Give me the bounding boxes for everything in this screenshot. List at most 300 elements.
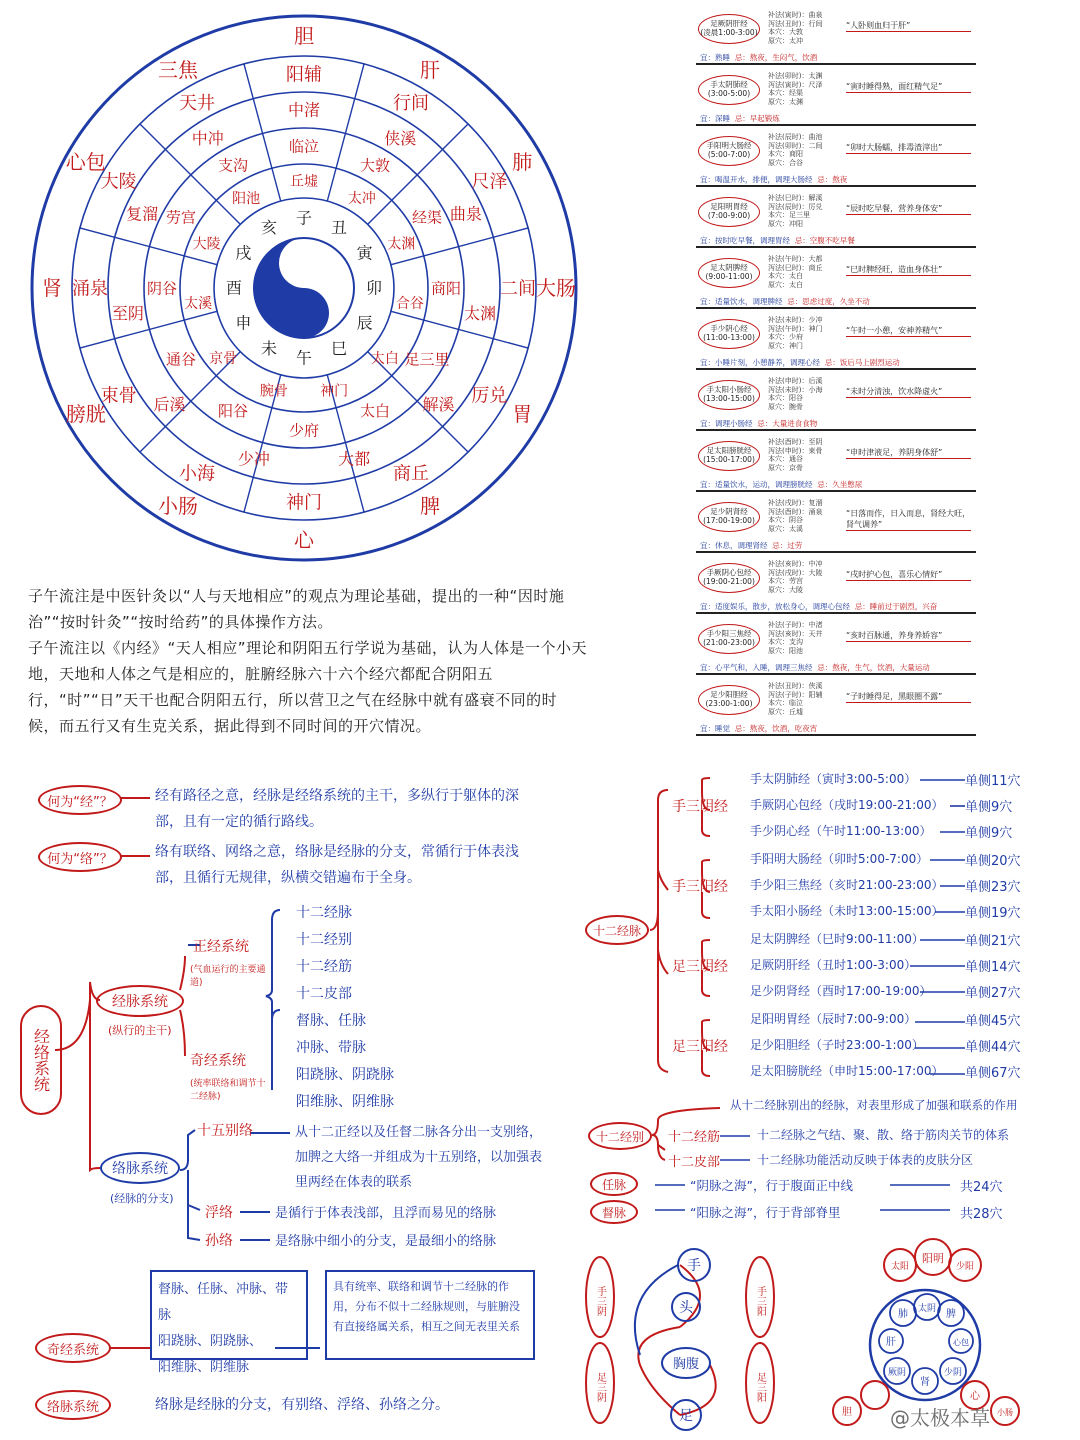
meridian-name-text: 手太阴肺经 xyxy=(710,80,748,89)
meridian-point: 泻法(未时)：小海 xyxy=(768,385,823,394)
acupoint-label: 行间 xyxy=(393,92,429,114)
meridian-name-text: 足少阳胆经 xyxy=(710,690,748,699)
meridian-name-text: 手厥阴心包经 xyxy=(706,568,752,577)
acupoint-label: 太渊 xyxy=(387,236,416,253)
meridian-name xyxy=(698,319,760,349)
meridian-row xyxy=(696,8,976,65)
meridian-item: 手太阴肺经（寅时3:00-5:00） xyxy=(750,772,917,786)
meridian-point: 补法(辰时)：曲池 xyxy=(768,133,823,141)
meridian-item: 足厥阴肝经（丑时1:00-3:00） xyxy=(750,958,917,972)
organ-liver: 肝 xyxy=(886,1337,896,1348)
acupoint-count: 单侧19穴 xyxy=(965,906,1021,921)
qijing-box-line: 阳维脉、阴维脉 xyxy=(158,1360,250,1375)
meridian-time-table xyxy=(696,8,976,753)
luomai-system-oval: 络脉系统 xyxy=(35,1390,111,1420)
meridian-item: 手厥阴心包经（戌时19:00-21:00） xyxy=(750,798,944,812)
meridian-do: 宜：调理小肠经 xyxy=(700,419,753,428)
earthly-branch-label: 子 xyxy=(295,208,313,228)
luomai-system: 络脉系统 xyxy=(100,1152,180,1184)
meridian-avoid: 忌：熬夜 xyxy=(817,175,848,184)
meridian-avoid: 忌：思虑过度，久坐不动 xyxy=(787,297,870,306)
meridian-point: 泻法(辰时)：厉兑 xyxy=(768,202,823,211)
organ-heart: 心 xyxy=(970,1391,980,1402)
meridian-point: 补法(寅时)：曲泉 xyxy=(768,11,823,19)
meridian-quote: “亥时百脉通，养身养娇容” xyxy=(846,630,971,642)
question-luo: 何为“络”？ xyxy=(38,842,122,872)
meridian-row xyxy=(696,557,976,614)
meridian-name xyxy=(698,136,760,166)
node-chest-abdomen: 胸腹 xyxy=(672,1357,700,1372)
meridian-point: 原穴：太渊 xyxy=(768,97,803,106)
acupoint-label: 少府 xyxy=(288,421,320,440)
meridian-time: (5:00-7:00) xyxy=(707,150,751,159)
meridian-name xyxy=(698,197,760,227)
qijing-item: 阳跷脉、阴跷脉 xyxy=(296,1067,394,1083)
hand-foot-head-diagram xyxy=(570,1235,810,1439)
meridian-avoid: 忌：熬夜，生气，饮酒，大量运动 xyxy=(817,663,930,672)
meridian-point: 本穴：临泣 xyxy=(768,699,803,708)
acupoint-count: 单侧23穴 xyxy=(965,880,1021,895)
meridian-point: 原穴：腕骨 xyxy=(768,402,803,411)
twelve-meridians-root: 十二经脉 xyxy=(585,915,649,945)
meridian-point: 泻法(戌时)：大陵 xyxy=(768,568,823,577)
meridian-row xyxy=(696,130,976,187)
organ-label: 大肠 xyxy=(536,276,576,300)
earthly-branch-label: 辰 xyxy=(356,313,373,333)
organ-small-intestine: 小肠 xyxy=(997,1408,1013,1417)
intro-paragraph-2: 子午流注以《内经》“天人相应”理论和阴阳五行学说为基础，认为人体是一个小天地，天地和人体之气是相应的，脏腑经脉六十六个经穴都配合阴阳五行，“时”“日”天干也配合阴阳五行，所以营卫之气在经脉中就有盛衰不同的时候，而五行又有生克关系，据此得到不同时间的开穴情况。 xyxy=(28,639,588,735)
meridian-group-label: 足三阴经 xyxy=(672,959,728,975)
qijing-item: 冲脉、带脉 xyxy=(296,1040,366,1056)
meridian-point: 泻法(亥时)：天井 xyxy=(768,629,823,638)
qijing-list xyxy=(296,1008,394,1116)
dumai-oval: 督脉 xyxy=(590,1200,638,1224)
meridian-point: 原穴：大陵 xyxy=(768,585,803,594)
meridian-avoid: 忌：睡前过于剧烈，兴奋 xyxy=(854,602,938,611)
earthly-branch-label: 巳 xyxy=(330,339,348,359)
meridian-point: 补法(巳时)：解溪 xyxy=(768,194,823,202)
earthly-branch-label: 酉 xyxy=(225,278,243,298)
meridian-point: 本穴：少府 xyxy=(768,333,803,342)
organ-label: 肝 xyxy=(420,57,440,82)
meridian-do: 宜：适量饮水，调理脾经 xyxy=(700,297,783,306)
organ-label: 三焦 xyxy=(158,57,198,82)
zhengjing-item: 十二皮部 xyxy=(296,986,352,1002)
meridian-item: 足少阴肾经（酉时17:00-19:00） xyxy=(750,984,932,998)
zhengjing-system: 正经系统 xyxy=(193,939,249,955)
meridian-name xyxy=(698,441,760,471)
meridian-do: 宜：深睡 xyxy=(700,114,730,123)
pibu-label: 十二皮部 xyxy=(668,1155,721,1170)
meridian-name xyxy=(698,14,760,44)
meridian-point: 补法(午时)：大都 xyxy=(768,255,823,263)
meridian-point: 泻法(卯时)：二间 xyxy=(768,141,823,150)
meridian-item: 手阳明大肠经（卯时5:00-7:00） xyxy=(750,852,929,866)
meridian-points xyxy=(768,621,848,655)
meridian-item: 手少阳三焦经（亥时21:00-23:00） xyxy=(750,878,944,892)
organ-spleen: 脾 xyxy=(946,1309,956,1320)
organ-label: 小肠 xyxy=(158,494,198,519)
meridian-do: 宜：心平气和，入睡，调理三焦经 xyxy=(700,663,813,672)
meridian-point: 本穴：大敦 xyxy=(768,28,803,37)
meridian-point: 原穴：冲阳 xyxy=(768,219,803,228)
meridian-time: (凌晨1:00-3:00) xyxy=(700,28,758,37)
meridian-do: 宜：喝温开水，排便，调理大肠经 xyxy=(700,175,813,184)
meridian-point: 泻法(巳时)：商丘 xyxy=(768,263,823,272)
acupoint-label: 太白 xyxy=(359,402,391,421)
meridian-point: 原穴：太冲 xyxy=(768,36,803,45)
meridian-point: 补法(子时)：中渚 xyxy=(768,621,823,629)
meridian-point: 本穴：商阳 xyxy=(768,150,803,159)
meridian-row xyxy=(696,252,976,309)
meridian-time: (19:00-21:00) xyxy=(703,577,755,586)
meridian-quote: “午时一小憩，安神养精气” xyxy=(846,325,971,337)
left-label-shou-sanyin: 手三阴 xyxy=(594,1286,606,1316)
meridian-name xyxy=(698,75,760,105)
meridian-name-text: 足厥阴肝经 xyxy=(710,19,748,28)
acupoint-label: 大陵 xyxy=(192,236,221,253)
meridian-point: 原穴：太溪 xyxy=(768,524,803,533)
acupoint-label: 涌泉 xyxy=(72,278,108,300)
node-hand: 手 xyxy=(687,1258,701,1274)
acupoint-label: 中渚 xyxy=(287,100,321,120)
meridian-point: 本穴：太白 xyxy=(768,272,803,281)
bieluo-label: 十五别络 xyxy=(197,1123,253,1139)
earthly-branch-label: 丑 xyxy=(330,217,348,237)
meridian-points xyxy=(768,255,848,289)
meridian-quote: “未时分清浊，饮水降虚火” xyxy=(846,386,971,398)
meridian-quote: “子时睡得足，黑眼圈不露” xyxy=(846,691,971,703)
answer-jing: 经有路径之意，经脉是经络系统的主干，多纵行于躯体的深部，且有一定的循行路线。 xyxy=(155,788,519,830)
meridian-do: 宜：睡觉 xyxy=(700,724,730,733)
jingjin-desc: 十二经脉之气结、聚、散、络于筋肉关节的体系 xyxy=(757,1128,1010,1142)
meridian-advice xyxy=(700,52,976,63)
meridian-advice xyxy=(700,723,976,734)
meridian-time: (17:00-19:00) xyxy=(703,516,755,525)
organ-label: 胆 xyxy=(294,24,314,48)
meridian-point: 泻法(子时)：阳辅 xyxy=(768,690,823,699)
earthly-branch-label: 午 xyxy=(295,348,313,368)
meridian-point: 泻法(寅时)：尺泽 xyxy=(768,80,823,89)
acupoint-count: 单侧27穴 xyxy=(965,986,1021,1001)
sunluo-desc: 是络脉中细小的分支，是最细小的络脉 xyxy=(275,1234,497,1249)
organ-lung: 肺 xyxy=(898,1309,908,1320)
meridian-item: 手少阴心经（午时11:00-13:00） xyxy=(750,824,932,838)
acupoint-label: 通谷 xyxy=(166,350,197,369)
qijing-system: 奇经系统 xyxy=(190,1053,246,1069)
left-label-zu-sanyin: 足三阴 xyxy=(594,1372,606,1402)
acupoint-count: 单侧9穴 xyxy=(965,826,1013,841)
meridian-name-text: 手少阴心经 xyxy=(710,324,748,333)
qijing-note: (统率联络和调节十二经脉) xyxy=(190,1079,266,1102)
meridian-avoid: 忌：早起锻炼 xyxy=(734,114,780,123)
jingmai-note: (纵行的主干) xyxy=(108,1024,172,1037)
organ-label: 脾 xyxy=(420,494,440,519)
acupoint-count: 单侧14穴 xyxy=(965,960,1021,975)
organ-label: 心 xyxy=(294,528,314,552)
meridian-point: 泻法(午时)：神门 xyxy=(768,324,823,333)
answer-luo: 络有联络、网络之意，络脉是经脉的分支，常循行于体表浅部，且循行无规律，纵横交错遍布于全身。 xyxy=(155,844,519,886)
organ-gallbladder: 胆 xyxy=(842,1407,852,1418)
meridian-name-text: 手阳明大肠经 xyxy=(706,141,752,150)
renmai-count: 共24穴 xyxy=(960,1180,1003,1195)
meridian-do: 宜：休息，调理肾经 xyxy=(700,541,768,550)
organ-label: 心包 xyxy=(65,150,106,174)
meridian-quote: “卯时大肠蠕，排毒渣滓出” xyxy=(846,142,971,154)
dumai-desc: “阳脉之海”，行于背部脊里 xyxy=(690,1205,841,1220)
earthly-branch-label: 申 xyxy=(235,313,252,333)
meridian-row xyxy=(696,69,976,126)
meridian-avoid: 忌：久坐憋尿 xyxy=(817,480,863,489)
acupoint-label: 大陵 xyxy=(100,171,137,193)
organ-taiyang: 太阳 xyxy=(890,1262,910,1272)
meridian-do: 宜：适量饮水，运动，调理膀胱经 xyxy=(700,480,813,489)
acupoint-label: 二间 xyxy=(500,278,536,300)
meridian-point: 补法(丑时)：侠溪 xyxy=(768,682,823,690)
earthly-branch-label: 戌 xyxy=(235,243,252,263)
right-label-zu-sanyang: 足三阳 xyxy=(754,1372,766,1402)
meridian-avoid: 忌：饭后马上剧烈运动 xyxy=(824,358,900,367)
meridian-point: 原穴：京骨 xyxy=(768,463,803,472)
meridian-point: 补法(卯时)：太渊 xyxy=(768,72,823,80)
question-jing: 何为“经”？ xyxy=(38,785,122,815)
acupoint-label: 阳谷 xyxy=(217,402,249,421)
meridian-row xyxy=(696,679,976,736)
acupoint-count: 单侧67穴 xyxy=(965,1066,1021,1081)
meridian-item: 足少阳胆经（子时23:00-1:00） xyxy=(750,1038,924,1052)
meridian-row xyxy=(696,618,976,675)
meridian-quote: “申时津液足，养阴身体舒” xyxy=(846,447,971,459)
meridian-points xyxy=(768,194,848,228)
organ-yangming: 阳明 xyxy=(922,1252,944,1265)
meridian-row xyxy=(696,374,976,431)
qijing-box-line: 阳跷脉、阴跷脉、 xyxy=(158,1334,263,1349)
meridian-name-text: 足太阴脾经 xyxy=(710,263,748,272)
right-label-shou-sanyang: 手三阳 xyxy=(754,1286,766,1316)
organ-shaoyang: 少阳 xyxy=(955,1262,975,1272)
fuluo-desc: 是循行于体表浅部，且浮而易见的络脉 xyxy=(275,1206,497,1221)
acupoint-label: 束骨 xyxy=(100,385,137,407)
meridian-quote: “戌时护心包，喜乐心情好” xyxy=(846,569,971,581)
acupoint-label: 天井 xyxy=(179,92,215,114)
meridian-name-text: 手太阳小肠经 xyxy=(706,385,752,394)
meridian-point: 本穴：通谷 xyxy=(768,455,803,464)
acupoint-label: 大都 xyxy=(338,449,371,469)
acupoint-label: 大敦 xyxy=(359,156,391,175)
acupoint-label: 临泣 xyxy=(288,137,320,156)
organ-pericardium: 心包 xyxy=(953,1338,969,1347)
meridian-do: 宜：小睡片刻，小憩静养，调理心经 xyxy=(700,358,820,367)
meridian-point: 本穴：经渠 xyxy=(768,89,803,98)
acupoint-label: 劳宫 xyxy=(166,208,197,227)
fuluo-label: 浮络 xyxy=(205,1205,233,1221)
jingbie-oval: 十二经别 xyxy=(588,1122,652,1150)
acupoint-label: 中冲 xyxy=(191,128,224,148)
acupoint-label: 太冲 xyxy=(347,190,376,207)
acupoint-label: 支沟 xyxy=(217,156,249,175)
qijing-item: 阳维脉、阴维脉 xyxy=(296,1094,394,1110)
acupoint-label: 太溪 xyxy=(184,296,213,313)
meridian-time: (13:00-15:00) xyxy=(703,394,755,403)
meridian-name xyxy=(698,563,760,593)
organ-taiyin: 太阴 xyxy=(917,1304,937,1314)
meridian-point: 本穴：阴谷 xyxy=(768,516,803,525)
meridian-point: 本穴：阳谷 xyxy=(768,394,803,403)
meridian-avoid: 忌：熬夜，生闷气，饮酒 xyxy=(734,53,818,62)
pibu-desc: 十二经脉功能活动反映于体表的皮肤分区 xyxy=(757,1153,974,1167)
meridian-point: 原穴：丘墟 xyxy=(768,707,803,716)
acupoint-label: 经渠 xyxy=(411,208,442,227)
zhengjing-item: 十二经脉 xyxy=(296,905,352,921)
meridian-point: 原穴：合谷 xyxy=(768,158,803,167)
meridian-advice xyxy=(700,479,976,490)
meridian-point: 补法(酉时)：至阴 xyxy=(768,438,823,446)
zhengjing-note: (气血运行的主要通道) xyxy=(190,965,266,988)
acupoint-label: 神门 xyxy=(286,492,322,514)
meridian-row xyxy=(696,313,976,370)
acupoint-label: 阳池 xyxy=(232,190,261,207)
acupoint-count: 单侧9穴 xyxy=(965,800,1013,815)
meridian-name xyxy=(698,258,760,288)
organ-label: 胃 xyxy=(512,402,533,426)
acupoint-label: 复溜 xyxy=(126,204,159,224)
taiji-icon xyxy=(254,238,354,338)
acupoint-label: 神门 xyxy=(320,383,349,400)
meridian-name xyxy=(698,685,760,715)
meridian-avoid: 忌：过劳 xyxy=(772,541,803,550)
wheel-spoke xyxy=(244,64,281,201)
meridian-avoid: 忌：空腹不吃早餐 xyxy=(794,236,855,245)
meridian-advice xyxy=(700,357,976,368)
earthly-branch-label: 亥 xyxy=(260,217,278,237)
meridian-name-text: 足少阴肾经 xyxy=(710,507,748,516)
acupoint-label: 厉兑 xyxy=(471,385,508,407)
acupoint-label: 京骨 xyxy=(209,350,238,367)
meridian-row xyxy=(696,496,976,553)
acupoint-label: 小海 xyxy=(179,463,215,485)
meridian-item: 手太阳小肠经（未时13:00-15:00） xyxy=(750,904,944,918)
renmai-desc: “阴脉之海”，行于腹面正中线 xyxy=(690,1178,853,1193)
meridian-advice xyxy=(700,296,976,307)
meridian-point: 泻法(丑时)：行间 xyxy=(768,19,823,28)
wheel-spoke xyxy=(327,64,364,201)
sunluo-label: 孙络 xyxy=(205,1233,233,1249)
meridian-points xyxy=(768,72,848,106)
meridian-point: 补法(戌时)：复溜 xyxy=(768,499,823,507)
acupoint-label: 少冲 xyxy=(237,449,270,469)
meridian-quote: “巳时脾经旺，造血身体壮” xyxy=(846,264,971,276)
acupoint-label: 商阳 xyxy=(430,279,462,298)
qijing-box-line: 督脉、任脉、冲脉、带脉 xyxy=(158,1282,289,1323)
acupoint-count: 单侧45穴 xyxy=(965,1014,1021,1029)
meridian-do: 宜：适度娱乐，散步，放松身心，调理心包经 xyxy=(700,602,850,611)
meridian-quote: “人卧则血归于肝” xyxy=(846,20,971,32)
meridian-name-text: 足太阳膀胱经 xyxy=(706,446,752,455)
luomai-note: (经脉的分支) xyxy=(110,1192,174,1205)
acupoint-label: 丘墟 xyxy=(290,173,318,190)
meridian-points xyxy=(768,377,848,411)
meridian-advice xyxy=(700,601,976,612)
meridian-do: 宜：熟睡 xyxy=(700,53,730,62)
meridian-item: 足太阳膀胱经（申时15:00-17:00） xyxy=(750,1064,944,1078)
meridian-point: 补法(未时)：少冲 xyxy=(768,316,823,324)
bieluo-desc: 从十二正经以及任督二脉各分出一支别络，加脾之大络一并组成为十五别络，以加强表里两经在体表的联系 xyxy=(295,1125,543,1190)
meridian-time: (23:00-1:00) xyxy=(705,699,753,708)
acupoint-label: 太白 xyxy=(370,350,399,367)
luomai-bottom-text: 络脉是经脉的分支，有别络、浮络、孙络之分。 xyxy=(155,1397,449,1413)
jingjin-label: 十二经筋 xyxy=(668,1130,721,1145)
acupoint-label: 足三里 xyxy=(404,350,450,369)
meridian-name xyxy=(698,380,760,410)
meridian-points xyxy=(768,133,848,167)
node-head: 头 xyxy=(679,1300,693,1316)
meridian-point: 本穴：支沟 xyxy=(768,638,803,647)
acupoint-count: 单侧11穴 xyxy=(965,774,1021,789)
meridian-row xyxy=(696,191,976,248)
earthly-branch-label: 卯 xyxy=(365,278,383,298)
meridian-do: 宜：按时吃早餐，调理胃经 xyxy=(700,236,790,245)
meridian-advice xyxy=(700,418,976,429)
meridian-point: 泻法(酉时)：涌泉 xyxy=(768,507,823,516)
jingbie-line: 从十二经脉别出的经脉，对表里形成了加强和联系的作用 xyxy=(730,1098,1018,1112)
meridian-time: (15:00-17:00) xyxy=(703,455,755,464)
meridian-points xyxy=(768,316,848,350)
jingmai-system: 经脉系统 xyxy=(96,985,184,1017)
watermark: @太极本草 xyxy=(890,1406,990,1430)
meridian-time: (21:00-23:00) xyxy=(703,638,755,647)
organ-label: 膀胱 xyxy=(65,402,106,426)
meridian-group-label: 手三阳经 xyxy=(672,879,728,895)
earthly-branch-label: 未 xyxy=(260,339,278,359)
meridian-avoid: 忌：熬夜，饮酒，吃夜宵 xyxy=(734,724,818,733)
meridian-avoid: 忌：大量进食食物 xyxy=(757,419,818,428)
zhengjing-list xyxy=(296,900,352,1008)
intro-paragraph-1: 子午流注是中医针灸以“人与天地相应”的观点为理论基础，提出的一种“因时施治”“按时针灸”“按时给药”的具体操作方法。 xyxy=(28,587,565,631)
qijing-box xyxy=(150,1270,308,1375)
meridian-point: 原穴：太白 xyxy=(768,280,803,289)
acupoint-count: 单侧20穴 xyxy=(965,854,1021,869)
meridian-item: 足太阴脾经（巳时9:00-11:00） xyxy=(750,932,924,946)
meridian-name-text: 足阳明胃经 xyxy=(710,202,748,211)
acupoint-label: 至阴 xyxy=(111,303,144,323)
acupoint-count: 单侧21穴 xyxy=(965,934,1021,949)
meridian-point: 本穴：足三里 xyxy=(768,211,810,220)
meridian-time: (11:00-13:00) xyxy=(703,333,755,342)
meridian-time: (3:00-5:00) xyxy=(707,89,751,98)
meridian-points xyxy=(768,560,848,594)
meridian-points xyxy=(768,438,848,472)
meridian-points xyxy=(768,11,848,45)
meridian-name xyxy=(698,624,760,654)
organ-label: 肺 xyxy=(512,150,533,174)
acupoint-label: 阴谷 xyxy=(146,279,178,298)
earthly-branch-label: 寅 xyxy=(356,243,373,263)
acupoint-count: 单侧44穴 xyxy=(965,1040,1021,1055)
acupoint-label: 侠溪 xyxy=(384,128,417,148)
meridian-row xyxy=(696,435,976,492)
meridian-point: 原穴：阳池 xyxy=(768,646,803,655)
meridian-advice xyxy=(700,662,976,673)
wheel-spoke xyxy=(80,311,217,348)
intro-text xyxy=(28,583,588,739)
meridian-point: 原穴：神门 xyxy=(768,341,803,350)
organ-jueyin: 厥阴 xyxy=(887,1368,907,1378)
acupoint-label: 阳辅 xyxy=(286,64,322,86)
meridian-item: 足阳明胃经（辰时7:00-9:00） xyxy=(750,1012,917,1026)
meridian-points xyxy=(768,682,848,716)
acupoint-label: 曲泉 xyxy=(449,204,482,224)
meridian-time: (7:00-9:00) xyxy=(707,211,751,220)
